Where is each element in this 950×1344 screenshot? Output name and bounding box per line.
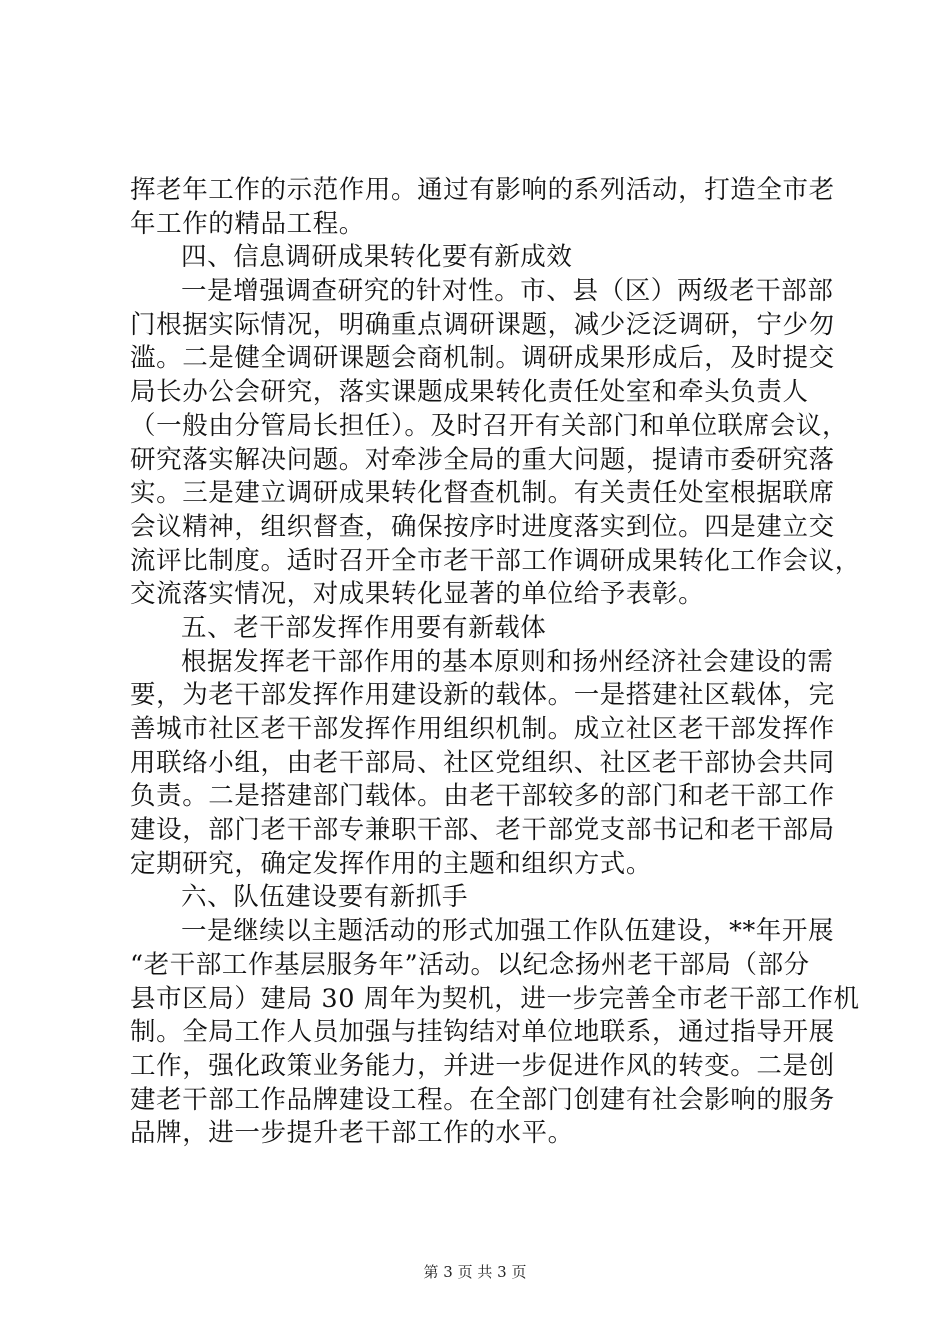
text-line: 定期研究，确定发挥作用的主题和组织方式。 bbox=[130, 848, 653, 879]
text-line: 负责。二是搭建部门载体。由老干部较多的部门和老干部工作 bbox=[130, 781, 835, 812]
text-line: 年工作的精品工程。 bbox=[130, 208, 365, 239]
text-line: 实。三是建立调研成果转化督查机制。有关责任处室根据联席 bbox=[130, 478, 835, 509]
text-line: 流评比制度。适时召开全市老干部工作调研成果转化工作会议， bbox=[130, 545, 861, 576]
text-line: 县市区局）建局 30 周年为契机，进一步完善全市老干部工作机 bbox=[130, 983, 860, 1014]
text-line: 挥老年工作的示范作用。通过有影响的系列活动，打造全市老 bbox=[130, 175, 835, 205]
text-line: 用联络小组，由老干部局、社区党组织、社区老干部协会共同 bbox=[130, 747, 835, 778]
page-footer: 第 3 页 共 3 页 bbox=[423, 1263, 527, 1281]
text-line: 门根据实际情况，明确重点调研课题，减少泛泛调研，宁少勿 bbox=[130, 309, 835, 340]
text-line: 一是继续以主题活动的形式加强工作队伍建设，**年开展 bbox=[181, 916, 835, 947]
text-line: 会议精神，组织督查，确保按序时进度落实到位。四是建立交 bbox=[130, 511, 835, 542]
text-line: 四、信息调研成果转化要有新成效 bbox=[181, 242, 573, 273]
text-line: 建设，部门老干部专兼职干部、老干部党支部书记和老干部局 bbox=[130, 815, 835, 846]
text-line: 建老干部工作品牌建设工程。在全部门创建有社会影响的服务 bbox=[130, 1084, 835, 1115]
text-line: 要，为老干部发挥作用建设新的载体。一是搭建社区载体，完 bbox=[130, 680, 835, 711]
text-line: 研究落实解决问题。对牵涉全局的重大问题，提请市委研究落 bbox=[130, 444, 835, 475]
document-body bbox=[130, 174, 861, 1151]
text-line: 根据发挥老干部作用的基本原则和扬州经济社会建设的需 bbox=[181, 646, 834, 677]
text-line: 局长办公会研究，落实课题成果转化责任处室和牵头负责人 bbox=[130, 377, 809, 408]
text-line: 五、老干部发挥作用要有新载体 bbox=[181, 612, 547, 643]
text-line: 一是增强调查研究的针对性。市、县（区）两级老干部部 bbox=[181, 276, 834, 307]
text-line: 善城市社区老干部发挥作用组织机制。成立社区老干部发挥作 bbox=[130, 714, 835, 744]
text-line: （一般由分管局长担任）。及时召开有关部门和单位联席会议， bbox=[130, 410, 849, 441]
text-line: 六、队伍建设要有新抓手 bbox=[181, 882, 469, 913]
text-line: 滥。二是健全调研课题会商机制。调研成果形成后，及时提交 bbox=[130, 343, 835, 374]
text-line: 工作，强化政策业务能力，并进一步促进作风的转变。二是创 bbox=[130, 1050, 835, 1081]
text-line: 品牌，进一步提升老干部工作的水平。 bbox=[130, 1118, 574, 1149]
text-line: “老干部工作基层服务年”活动。以纪念扬州老干部局（部分 bbox=[130, 949, 810, 980]
text-line: 制。全局工作人员加强与挂钩结对单位地联系，通过指导开展 bbox=[130, 1017, 835, 1048]
text-line: 交流落实情况，对成果转化显著的单位给予表彰。 bbox=[130, 579, 705, 610]
